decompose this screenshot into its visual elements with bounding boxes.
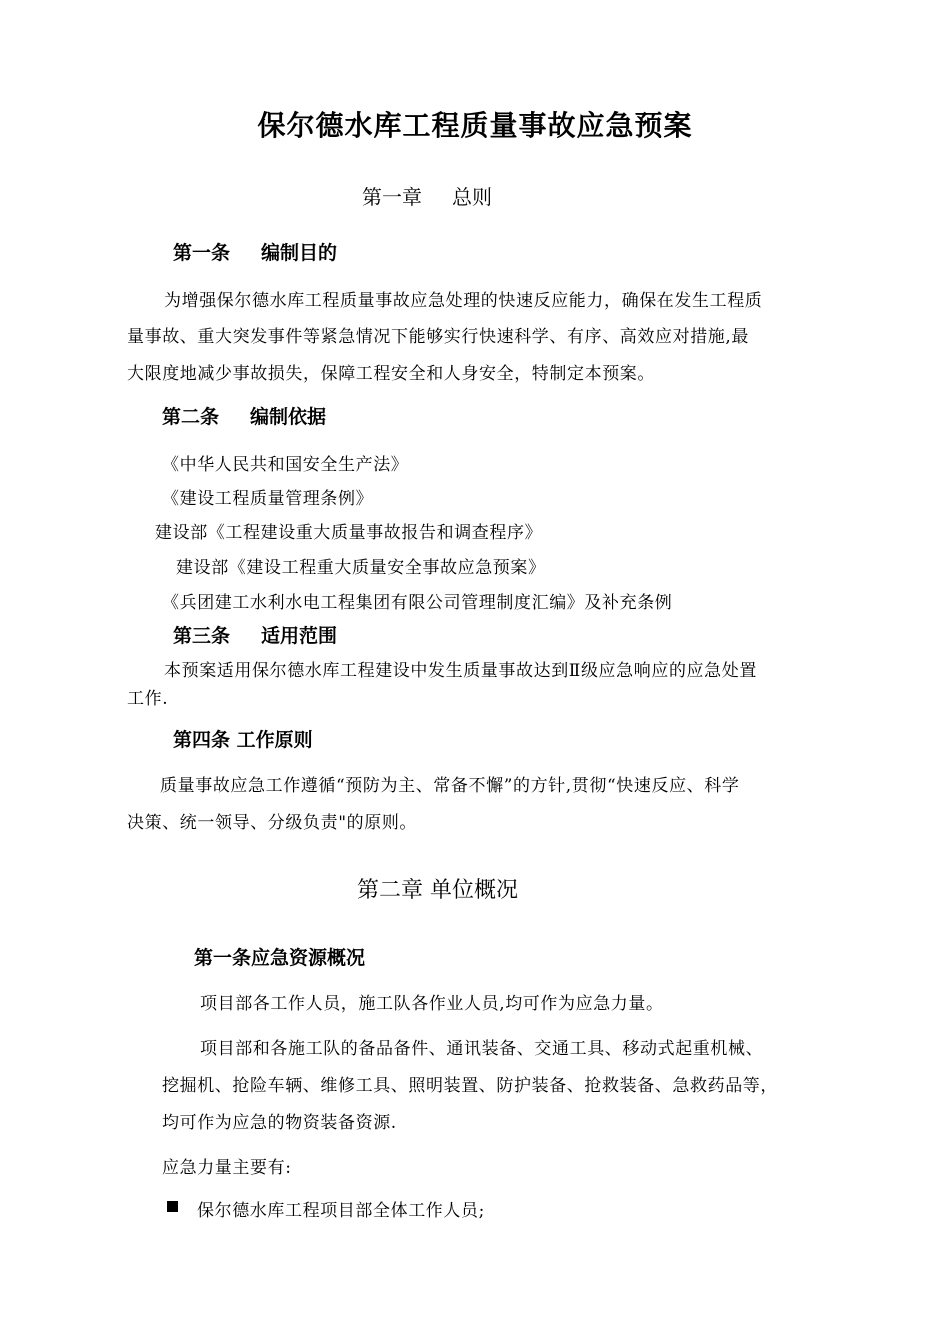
article-2-label: 第二条 — [162, 406, 220, 428]
article-3-line: 工作. — [127, 689, 169, 709]
article-1-line: 为增强保尔德水库工程质量事故应急处理的快速反应能力，确保在发生工程质 — [164, 291, 763, 311]
reference-item: 《兵团建工水利水电工程集团有限公司管理制度汇编》及补充条例 — [162, 593, 673, 613]
resource-line: 项目部和各施工队的备品备件、通讯装备、交通工具、移动式起重机械、 — [200, 1039, 764, 1059]
bullet-item: 保尔德水库工程项目部全体工作人员; — [197, 1201, 485, 1221]
article-2-name: 编制依据 — [250, 406, 327, 428]
article-4-line: 质量事故应急工作遵循“预防为主、常备不懈”的方针,贯彻“快速反应、科学 — [160, 776, 740, 796]
chapter-1-label: 第一章 — [362, 185, 422, 209]
resource-line: 挖掘机、抢险车辆、维修工具、照明装置、防护装备、抢救装备、急救药品等， — [162, 1076, 778, 1096]
article-1-line: 大限度地减少事故损失，保障工程安全和人身安全，特制定本预案。 — [127, 364, 655, 384]
chapter-2-heading: 第二章 单位概况 — [357, 878, 518, 903]
resource-line: 均可作为应急的物资装备资源. — [162, 1113, 397, 1133]
document-title: 保尔德水库工程质量事故应急预案 — [257, 109, 693, 142]
article-4-heading: 第四条 工作原则 — [173, 729, 313, 751]
resource-line: 项目部各工作人员，施工队各作业人员,均可作为应急力量。 — [200, 994, 664, 1014]
article-3-name: 适用范围 — [261, 625, 338, 647]
reference-item: 《建设工程质量管理条例》 — [162, 489, 374, 509]
reference-item: 建设部《工程建设重大质量事故报告和调查程序》 — [155, 523, 543, 543]
resource-line: 应急力量主要有: — [162, 1158, 292, 1178]
bullet-square-icon — [167, 1201, 178, 1212]
chapter-1-name: 总则 — [452, 185, 492, 209]
article-1-line: 量事故、重大突发事件等紧急情况下能够实行快速科学、有序、高效应对措施,最 — [127, 327, 750, 347]
chapter-2-article-1-heading: 第一条应急资源概况 — [194, 947, 366, 969]
article-3-line: 本预案适用保尔德水库工程建设中发生质量事故达到Ⅱ级应急响应的应急处置 — [164, 661, 757, 681]
article-3-label: 第三条 — [173, 625, 231, 647]
reference-item: 建设部《建设工程重大质量安全事故应急预案》 — [176, 558, 546, 578]
article-1-label: 第一条 — [173, 242, 231, 264]
article-1-name: 编制目的 — [261, 242, 338, 264]
article-4-line: 决策、统一领导、分级负责"的原则。 — [127, 813, 418, 833]
reference-item: 《中华人民共和国安全生产法》 — [162, 455, 409, 475]
